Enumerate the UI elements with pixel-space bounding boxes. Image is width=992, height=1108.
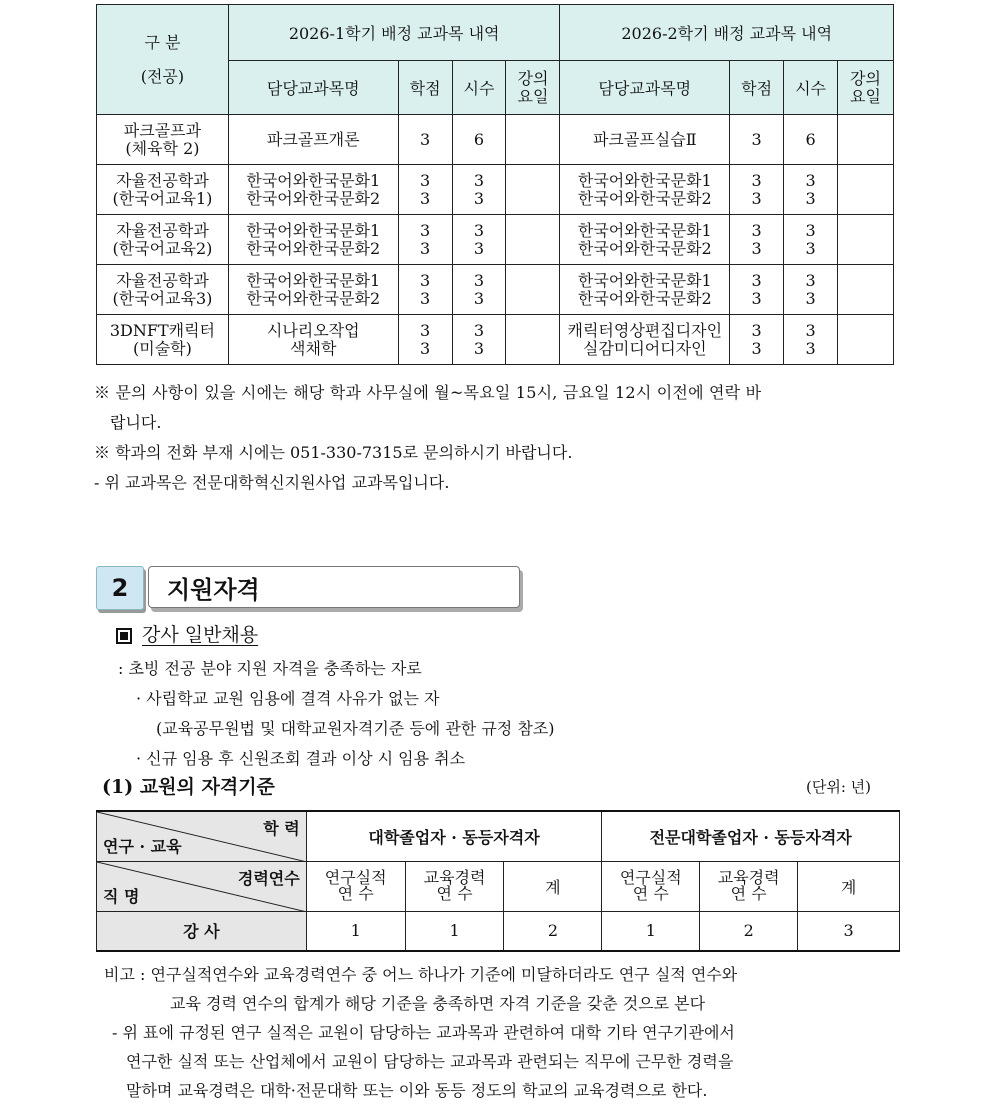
- s2-hours-cell: [784, 115, 838, 165]
- s1-hours-cell-line2: 3: [473, 188, 485, 208]
- s2-day-cell: [838, 115, 894, 165]
- s1-credits-cell-line2: 3: [419, 288, 431, 308]
- note-inquiry-cont: 랍니다.: [110, 413, 162, 432]
- major-cell-line1: 자율전공학과: [116, 220, 209, 240]
- s1-credits-cell: [398, 315, 452, 365]
- col-research-l1: 연구실적: [619, 868, 682, 887]
- sem1-hours-header: 시수: [452, 61, 506, 115]
- s1-credits-cell-line2: 3: [419, 188, 431, 208]
- s2-day-cell: [838, 265, 894, 315]
- s1-subject-cell-line1: 한국어와한국문화1: [246, 170, 381, 190]
- qualification-standards-table: [96, 810, 900, 952]
- s1-day-cell: [506, 315, 560, 365]
- s1-credits-cell-line1: 3: [419, 270, 431, 290]
- s2-credits-cell: [730, 315, 784, 365]
- group-university: 대학졸업자 · 동등자격자: [306, 811, 602, 861]
- s1-hours-cell: [452, 265, 506, 315]
- s2-subject-cell-line2: 실감미디어디자인: [582, 338, 707, 358]
- s2-day-cell: [838, 215, 894, 265]
- major-cell-line1: 자율전공학과: [116, 170, 209, 190]
- s2-hours-cell: [784, 265, 838, 315]
- s2-hours-cell-line1: 3: [805, 320, 816, 340]
- col-edu-l2: 연 수: [730, 884, 767, 903]
- s2-credits-cell: [730, 215, 784, 265]
- s1-hours-cell-line2: 3: [473, 338, 485, 358]
- col-research-2: [602, 861, 700, 911]
- s2-credits-cell-line2: 3: [751, 238, 762, 258]
- col-total-1: 계: [504, 861, 602, 911]
- qual-line-2: · 사립학교 교원 임용에 결격 사유가 없는 자: [136, 689, 440, 708]
- value-cell: 3: [798, 911, 900, 951]
- s2-credits-cell-line2: 3: [751, 288, 762, 308]
- s1-credits-cell-line1: 3: [419, 220, 431, 240]
- s2-hours-cell: [784, 165, 838, 215]
- major-cell-line2: (체육학 2): [125, 138, 200, 158]
- s1-subject-cell: [228, 215, 398, 265]
- corner-header-top: [97, 811, 307, 861]
- s2-subject-cell: [560, 165, 730, 215]
- division-sub: (전공): [140, 66, 185, 86]
- course-row: [97, 115, 894, 165]
- remark-2-line1: - 위 표에 규정된 연구 실적은 교원이 담당하는 교과목과 관련하여 대학 기타 연구기관에서: [112, 1023, 735, 1042]
- sem2-day-header: [838, 61, 894, 115]
- subtitle-text: 강사 일반채용: [142, 624, 259, 646]
- s2-hours-cell-line1: 3: [805, 170, 816, 190]
- course-row: [97, 165, 894, 215]
- s1-hours-cell: [452, 215, 506, 265]
- division-label: 구 분: [144, 32, 181, 52]
- s1-hours-cell-line1: 3: [473, 270, 485, 290]
- s2-day-cell: [838, 165, 894, 215]
- section-title: 지원자격: [148, 566, 520, 608]
- col-total-2: 계: [798, 861, 900, 911]
- col-research-l2: 연 수: [337, 884, 374, 903]
- s2-subject-cell: [560, 115, 730, 165]
- s1-day-cell: [506, 165, 560, 215]
- s2-subject-cell-line2: 한국어와한국문화2: [577, 188, 712, 208]
- s1-subject-cell: [228, 315, 398, 365]
- major-cell-line1: 파크골프과: [123, 120, 202, 140]
- col-research-l2: 연 수: [632, 884, 669, 903]
- value-cell: 1: [602, 911, 700, 951]
- s1-credits-cell-line1: 3: [419, 170, 431, 190]
- remark-2-line2: 연구한 실적 또는 산업체에서 교원이 담당하는 교과목과 관련되는 직무에 근무한 경력을: [126, 1052, 734, 1071]
- col-edu-1: [405, 861, 504, 911]
- value-cell: 1: [306, 911, 405, 951]
- major-cell-line1: 3DNFT캐릭터: [109, 320, 216, 340]
- qual-line-4: · 신규 임용 후 신원조회 결과 이상 시 임용 취소: [136, 749, 466, 768]
- s1-credits-cell-line2: 3: [419, 338, 431, 358]
- s1-subject-cell: [228, 115, 398, 165]
- s1-credits-cell-line1: 3: [419, 320, 431, 340]
- course-row: [97, 315, 894, 365]
- unit-label: (단위: 년): [806, 778, 871, 796]
- major-cell: [97, 215, 229, 265]
- sem2-subject-header: 담당교과목명: [560, 61, 730, 115]
- s1-hours-cell-line1: 3: [473, 170, 485, 190]
- s2-credits-cell-line1: 3: [751, 220, 762, 240]
- qual-line-3: (교육공무원법 및 대학교원자격기준 등에 관한 규정 참조): [156, 719, 555, 738]
- sem1-subject-header: 담당교과목명: [228, 61, 398, 115]
- course-row: [97, 265, 894, 315]
- col-research-1: [306, 861, 405, 911]
- s2-credits-cell: [730, 115, 784, 165]
- corner-header-bottom: [97, 861, 307, 911]
- s2-subject-cell-line1: 파크골프실습Ⅱ: [592, 129, 697, 149]
- s2-credits-cell-line2: 3: [751, 338, 762, 358]
- s1-subject-cell-line1: 파크골프개론: [266, 129, 360, 149]
- major-cell: [97, 165, 229, 215]
- s1-subject-cell-line1: 한국어와한국문화1: [246, 220, 381, 240]
- corner-bottom-right: 경력연수: [237, 868, 300, 888]
- remark-2-line3: 말하며 교육경력은 대학·전문대학 또는 이와 동등 정도의 학교의 교육경력으로 한다.: [126, 1081, 708, 1100]
- value-cell: 1: [405, 911, 504, 951]
- s1-credits-cell: [398, 165, 452, 215]
- corner-bottom-left: 직 명: [103, 886, 140, 906]
- s1-day-cell: [506, 215, 560, 265]
- day-header-line1: 강의: [517, 68, 549, 88]
- s2-hours-cell-line2: 3: [805, 238, 816, 258]
- s1-credits-cell: [398, 265, 452, 315]
- major-cell-line2: (한국어교육1): [112, 188, 213, 208]
- group-junior-college: 전문대학졸업자 · 동등자격자: [602, 811, 900, 861]
- major-cell-line2: (한국어교육2): [112, 238, 213, 258]
- major-cell: [97, 115, 229, 165]
- course-assignment-table: [96, 4, 894, 365]
- course-row: [97, 215, 894, 265]
- s1-hours-cell-line1: 6: [473, 129, 485, 149]
- s2-hours-cell-line1: 3: [805, 270, 816, 290]
- s2-hours-cell-line1: 3: [805, 220, 816, 240]
- s2-subject-cell: [560, 315, 730, 365]
- s2-credits-cell-line1: 3: [751, 270, 762, 290]
- corner-top-left: 연구 · 교육: [103, 836, 182, 856]
- s1-credits-cell-line1: 3: [419, 129, 431, 149]
- sem1-title: 2026-1학기 배정 교과목 내역: [228, 5, 560, 61]
- s2-subject-cell-line1: 캐릭터영상편집디자인: [567, 320, 723, 340]
- filled-square-icon: [116, 628, 132, 644]
- sem1-credits-header: 학점: [398, 61, 452, 115]
- col-edu-2: [700, 861, 798, 911]
- s2-hours-cell-line2: 3: [805, 188, 816, 208]
- s1-credits-cell: [398, 215, 452, 265]
- s2-subject-cell-line2: 한국어와한국문화2: [577, 238, 712, 258]
- major-cell-line2: (미술학): [133, 338, 192, 358]
- col-edu-l2: 연 수: [436, 884, 473, 903]
- s1-subject-cell-line1: 시나리오작업: [266, 320, 360, 340]
- major-cell-line1: 자율전공학과: [116, 270, 209, 290]
- major-cell-line2: (한국어교육3): [112, 288, 213, 308]
- value-cell: 2: [504, 911, 602, 951]
- s1-credits-cell: [398, 115, 452, 165]
- s2-credits-cell-line1: 3: [751, 320, 762, 340]
- table-title: (1) 교원의 자격기준: [102, 776, 275, 798]
- s2-hours-cell-line2: 3: [805, 288, 816, 308]
- s2-credits-cell: [730, 165, 784, 215]
- s2-subject-cell-line2: 한국어와한국문화2: [577, 288, 712, 308]
- s1-day-cell: [506, 265, 560, 315]
- s2-credits-cell: [730, 265, 784, 315]
- s2-subject-cell: [560, 215, 730, 265]
- s2-subject-cell: [560, 265, 730, 315]
- s1-hours-cell-line2: 3: [473, 288, 485, 308]
- s2-subject-cell-line1: 한국어와한국문화1: [577, 170, 712, 190]
- s2-credits-cell-line1: 3: [751, 129, 762, 149]
- s2-hours-cell-line2: 3: [805, 338, 816, 358]
- s1-credits-cell-line2: 3: [419, 238, 431, 258]
- division-header: [97, 5, 229, 115]
- col-research-l1: 연구실적: [324, 868, 387, 887]
- note-program: - 위 교과목은 전문대학혁신지원사업 교과목입니다.: [94, 473, 450, 492]
- notes-block: [94, 378, 904, 498]
- remark-1-line2: 교육 경력 연수의 합계가 해당 기준을 충족하면 자격 기준을 갖춘 것으로 본다: [170, 994, 706, 1013]
- s1-hours-cell-line1: 3: [473, 220, 485, 240]
- col-edu-l1: 교육경력: [423, 868, 486, 887]
- s1-hours-cell-line1: 3: [473, 320, 485, 340]
- row-label-lecturer: 강 사: [97, 911, 307, 951]
- s1-subject-cell-line2: 한국어와한국문화2: [246, 238, 381, 258]
- s1-hours-cell: [452, 115, 506, 165]
- qualification-list: [118, 654, 555, 774]
- s2-hours-cell-line1: 6: [805, 129, 816, 149]
- corner-top-right: 학 력: [263, 819, 300, 838]
- sem2-title: 2026-2학기 배정 교과목 내역: [560, 5, 894, 61]
- day-header-line1: 강의: [850, 68, 881, 88]
- s2-hours-cell: [784, 315, 838, 365]
- s1-subject-cell-line1: 한국어와한국문화1: [246, 270, 381, 290]
- s1-hours-cell: [452, 165, 506, 215]
- sem1-day-header: [506, 61, 560, 115]
- col-edu-l1: 교육경력: [717, 868, 780, 887]
- s1-hours-cell-line2: 3: [473, 238, 485, 258]
- s2-subject-cell-line1: 한국어와한국문화1: [577, 270, 712, 290]
- note-phone: ※ 학과의 전화 부재 시에는 051-330-7315로 문의하시기 바랍니다.: [94, 443, 573, 462]
- note-inquiry: ※ 문의 사항이 있을 시에는 해당 학과 사무실에 월~목요일 15시, 금요일 12시 이전에 연락 바: [94, 383, 762, 402]
- remarks-block: [104, 960, 904, 1105]
- s2-day-cell: [838, 315, 894, 365]
- s1-day-cell: [506, 115, 560, 165]
- value-cell: 2: [700, 911, 798, 951]
- s1-subject-cell: [228, 165, 398, 215]
- s2-credits-cell-line1: 3: [751, 170, 762, 190]
- s1-subject-cell-line2: 색채학: [290, 338, 337, 358]
- s2-subject-cell-line1: 한국어와한국문화1: [577, 220, 712, 240]
- section-number-badge: 2: [96, 566, 144, 610]
- day-header-line2: 요일: [850, 86, 881, 106]
- day-header-line2: 요일: [517, 86, 549, 106]
- s1-subject-cell-line2: 한국어와한국문화2: [246, 188, 381, 208]
- s1-subject-cell: [228, 265, 398, 315]
- s1-hours-cell: [452, 315, 506, 365]
- s1-subject-cell-line2: 한국어와한국문화2: [246, 288, 381, 308]
- sem2-hours-header: 시수: [784, 61, 838, 115]
- subtitle-row: [116, 620, 258, 647]
- qual-line-1: : 초빙 전공 분야 지원 자격을 충족하는 자로: [118, 659, 422, 678]
- s2-hours-cell: [784, 215, 838, 265]
- sem2-credits-header: 학점: [730, 61, 784, 115]
- major-cell: [97, 265, 229, 315]
- major-cell: [97, 315, 229, 365]
- s2-credits-cell-line2: 3: [751, 188, 762, 208]
- remark-1-line1: 비고 : 연구실적연수와 교육경력연수 중 어느 하나가 기준에 미달하더라도 연구 실적 연수와: [104, 965, 738, 984]
